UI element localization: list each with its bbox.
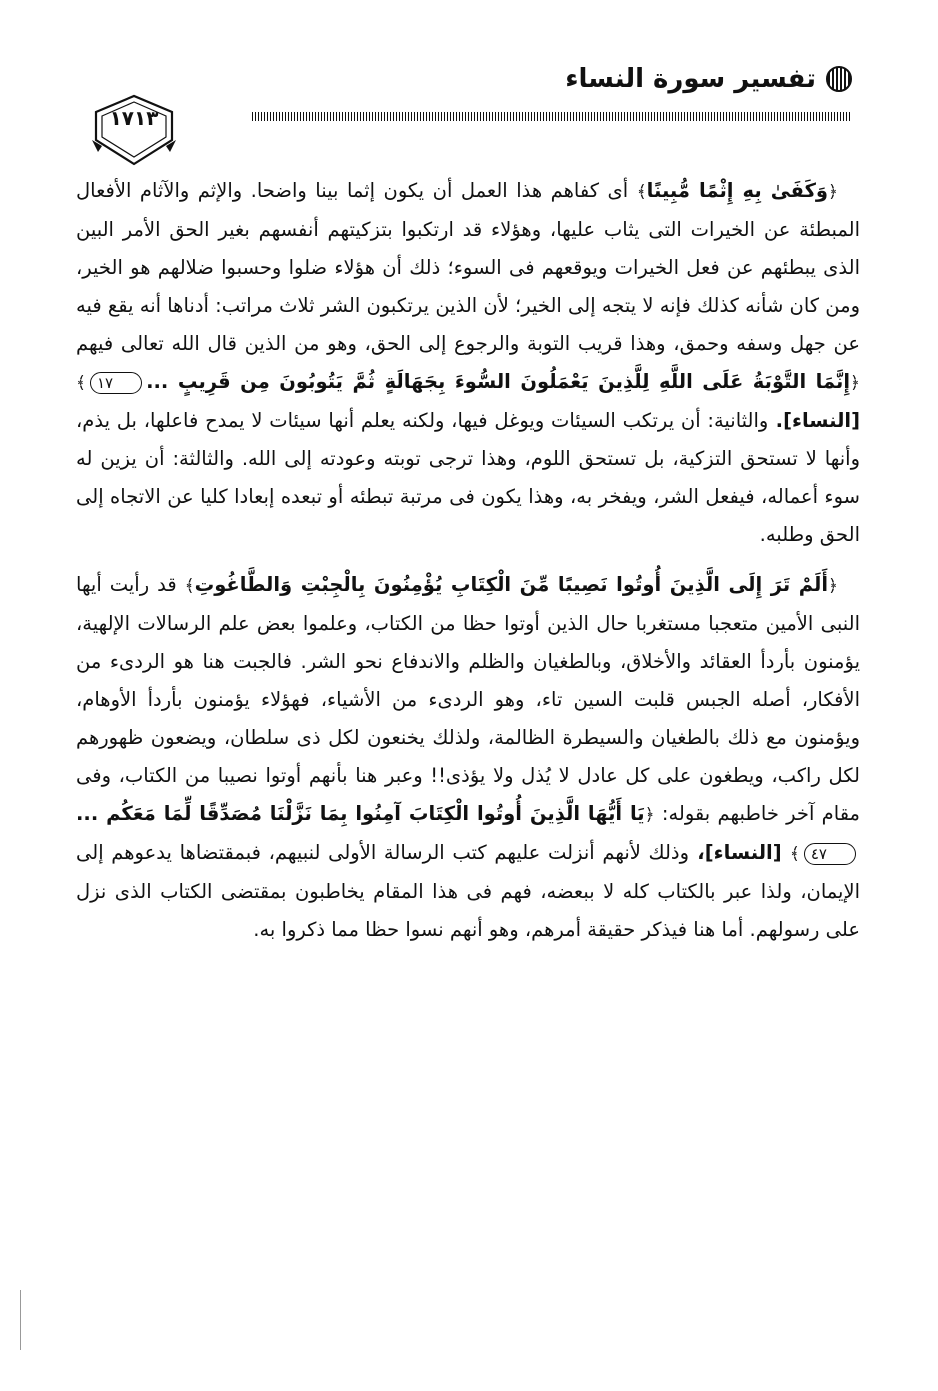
text-body — [76, 172, 860, 949]
ornament-icon — [826, 66, 852, 92]
verse-bracket: ﴾ — [184, 576, 195, 596]
quran-verse: أَلَمْ تَرَ إِلَى الَّذِينَ أُوتُوا نَصِيبًا مِّنَ الْكِتَابِ يُؤْمِنُونَ بِالْجِبْتِ وَالطَّاغُوتِ — [194, 573, 829, 596]
quran-verse: وَكَفَىٰ بِهِ إِثْمًا مُّبِينًا — [646, 179, 829, 202]
verse-bracket: ﴾ — [789, 844, 800, 864]
body-text: وذلك لأنهم أنزلت عليهم كتب الرسالة الأولى لنبيهم، فبمقتضاها يدعوهم إلى الإيمان، ولذا عبر بالكتاب كله لا ببعضه، فهم فى هذا المقام يخاطبون بمقتضى الكتاب الذى نزل على رسولهم. أما هنا فيذكر حقيقة أمرهم، وهو أنهم نسوا حظا مما ذكروا به. — [76, 841, 860, 941]
paragraph — [76, 566, 860, 949]
header-rule — [252, 112, 852, 121]
verse-bracket: ﴿ — [644, 805, 655, 825]
surah-reference: [النساء]، — [689, 841, 790, 864]
body-text: والثانية: أن يرتكب السيئات ويوغل فيها، ولكنه يعلم أنها سيئات لا يمدح فاعلها، بل يذم، وأنها لا تستحق التزكية، بل تستحق اللوم، وهذا ترجى توبته وعودته إلى الله. والثالثة: أن يزين له سوء أعماله، فيفعل الشر، ويفخر به، وهذا يكون فى مرتبة تبطئه أو تبعده إبعادا كليا عن الاتجاه إلى الحق وطلبه. — [76, 409, 860, 546]
quran-verse: يَا أَيُّهَا الَّذِينَ أُوتُوا الْكِتَابَ آمِنُوا بِمَا نَزَّلْنَا مُصَدِّقًا لِّمَا مَعَكُم ... — [76, 802, 645, 825]
verse-bracket: ﴾ — [636, 182, 647, 202]
ayah-number-mark: ٤٧ — [804, 843, 856, 865]
surah-title: تفسير سورة النساء — [565, 64, 816, 94]
running-head — [92, 62, 852, 96]
body-text: قد رأيت أيها النبى الأمين متعجبا مستغربا حال الذين أوتوا حظا من الكتاب، وعلموا بعض علم الرسالات الإلهية، يؤمنون بأردأ العقائد والأخلاق، وبالطغيان والظلم والاندفاع نحو الشر. فالجبت هنا هو الردىء من الأفكار، أصله الجبس قلبت السين تاء، وهو الردىء من الأشياء، فهؤلاء يؤمنون بأردأ الأوهام، ويؤمنون مع ذلك بالطغيان والسيطرة الظالمة، ولذلك يخنعون لكل ذى سلطان، ويضعون ظهورهم لكل راكب، ويطغون على كل عادل لا يُذل ولا يؤذى!! وعبر هنا بأنهم أوتوا نصيبا من الكتاب، وفى مقام آخر خاطبهم بقوله: — [76, 573, 861, 825]
body-text: أى كفاهم هذا العمل أن يكون إثما بينا واضحا. والإثم والآثام الأفعال المبطئة عن الخيرات التى يثاب عليها، وهؤلاء قد ارتكبوا بتزكيتهم أنفسهم بغير الحق الأمر البين الذى يبطئهم عن فعل الخيرات ويوقعهم فى السوء؛ ذلك أن هؤلاء ضلوا وحسبوا ضلالهم هو الخير، ومن كان شأنه كذلك فإنه لا يتجه إلى الخير؛ لأن الذين يرتكبون الشر ثلاث مراتب: أدناها أنه يقع فيه عن جهل وسفه وحمق، وهذا قريب التوبة والرجوع إلى الحق، وهو من الذين قال الله تعالى فيهم — [76, 179, 860, 355]
verse-bracket: ﴾ — [76, 373, 86, 393]
verse-bracket: ﴿ — [828, 182, 838, 202]
surah-reference: [النساء]. — [768, 409, 860, 432]
page-number: ١٧١٣ — [109, 106, 159, 130]
ayah-number-mark: ١٧ — [90, 372, 142, 394]
margin-mark — [20, 1290, 21, 1350]
verse-bracket: ﴿ — [828, 576, 838, 596]
verse-bracket: ﴿ — [850, 373, 860, 393]
quran-verse: إِنَّمَا التَّوْبَةُ عَلَى اللَّهِ لِلَّذِينَ يَعْمَلُونَ السُّوءَ بِجَهَالَةٍ ثُمَّ يَتُوبُونَ مِن قَرِيبٍ ... — [146, 370, 851, 393]
page-number-badge — [92, 94, 176, 170]
paragraph — [76, 172, 860, 554]
